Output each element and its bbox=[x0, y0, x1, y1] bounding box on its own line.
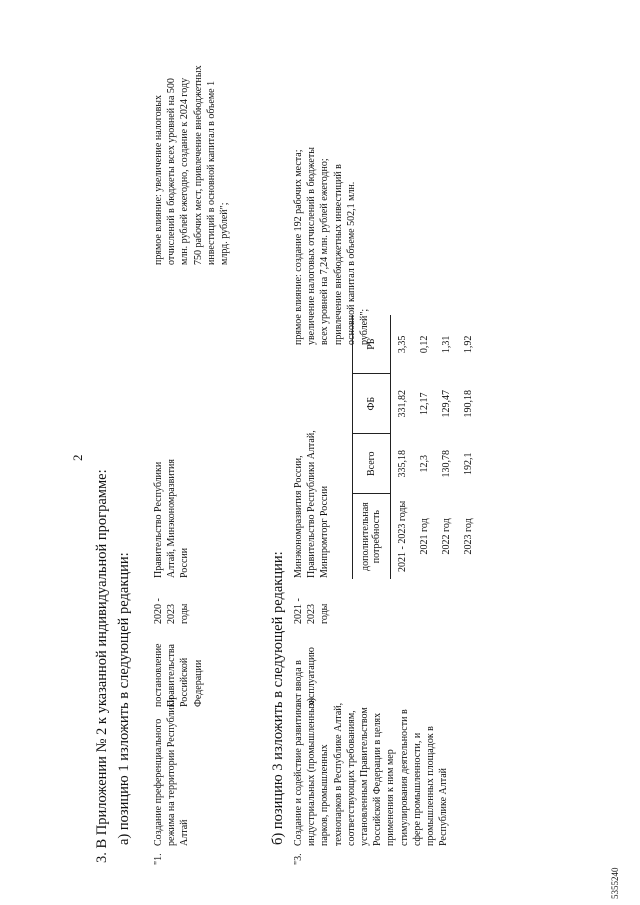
finance-table bbox=[352, 315, 479, 579]
finance-cell-period: 2022 год bbox=[440, 518, 452, 555]
row1-executors: Правительство Республики Алтай, Минэкономразвития России bbox=[153, 458, 191, 578]
finance-header-fb: ФБ bbox=[352, 374, 391, 434]
finance-cell-total: 12,3 bbox=[418, 454, 430, 473]
finance-cell-period: 2021 год bbox=[418, 518, 430, 555]
finance-row bbox=[435, 315, 457, 579]
finance-header-row bbox=[352, 315, 391, 579]
finance-cell-fb: 12,17 bbox=[418, 392, 430, 415]
finance-header-need: дополнительная потребность bbox=[352, 494, 391, 579]
row1-impact: прямое влияние: увеличение налоговых отчислений в бюджеты всех уровней на 500 млн. рублей ежегодно, создание к 2024 году 750 рабочих мест, привлечение внебюджетных инвестиций в основной капитал в объеме 1 млрд. рублей"; bbox=[153, 65, 231, 265]
page-number: 2 bbox=[70, 454, 85, 461]
finance-cell-total: 192,1 bbox=[462, 452, 474, 475]
finance-cell-total: 130,78 bbox=[440, 449, 452, 478]
finance-cell-period: 2021 - 2023 годы bbox=[396, 500, 408, 572]
document-code: 5355240 bbox=[610, 867, 620, 899]
row1-term: 2020 - 2023 годы bbox=[153, 598, 191, 624]
finance-cell-period: 2023 год bbox=[462, 518, 474, 555]
finance-cell-rb: 0,12 bbox=[418, 335, 430, 354]
finance-header-total: Всего bbox=[352, 434, 391, 494]
finance-cell-fb: 129,47 bbox=[440, 389, 452, 418]
finance-header-rb: РБ bbox=[352, 315, 391, 374]
subsection-b-heading: б) позицию 3 изложить в следующей редакции: bbox=[270, 551, 286, 845]
finance-row bbox=[413, 315, 435, 579]
row3-name: Создание и содействие развитию индустриальных (промышленных) парков, промышленных технопарков в Республике Алтай, соответствующих требованиям, установленным Правительством Российской Федерации в целях применения к ним мер стимулирования деятельности в сфере промышленности, и промышленных площадок в Республике Алтай bbox=[293, 697, 450, 846]
row3-executors: Минэкономразвития России, Правительство Республики Алтай, Минпромторг России bbox=[293, 430, 331, 578]
row1-name: Создание преференциального режима на территории Республики Алтай bbox=[153, 697, 191, 846]
section-heading: 3. В Приложении № 2 к указанной индивидуальной программе: bbox=[94, 469, 110, 863]
finance-cell-fb: 331,82 bbox=[396, 389, 408, 418]
row3-document: акт ввода в эксплуатацию bbox=[293, 647, 318, 707]
row1-number: "1. bbox=[153, 853, 164, 865]
finance-cell-rb: 3,35 bbox=[396, 335, 408, 354]
row3-term: 2021 - 2023 годы bbox=[293, 598, 331, 624]
finance-cell-fb: 190,18 bbox=[462, 389, 474, 418]
finance-cell-total: 335,18 bbox=[396, 449, 408, 478]
row3-number: "3. bbox=[293, 853, 304, 865]
finance-row bbox=[457, 315, 479, 579]
finance-cell-rb: 1,31 bbox=[440, 335, 452, 354]
finance-cell-rb: 1,92 bbox=[462, 335, 474, 354]
finance-row bbox=[391, 315, 414, 579]
row1-document: постановление Правительства Российской Федерации bbox=[153, 643, 204, 707]
row3-impact: прямое влияние: создание 192 рабочих места; увеличение налоговых отчислений в бюджеты всех уровней на 7,24 млн. рублей ежегодно; привлечение внебюджетных инвестиций в основной капитал в объеме 502,1 млн. рублей"; bbox=[293, 147, 371, 345]
subsection-a-heading: а) позицию 1 изложить в следующей редакции: bbox=[116, 552, 132, 845]
